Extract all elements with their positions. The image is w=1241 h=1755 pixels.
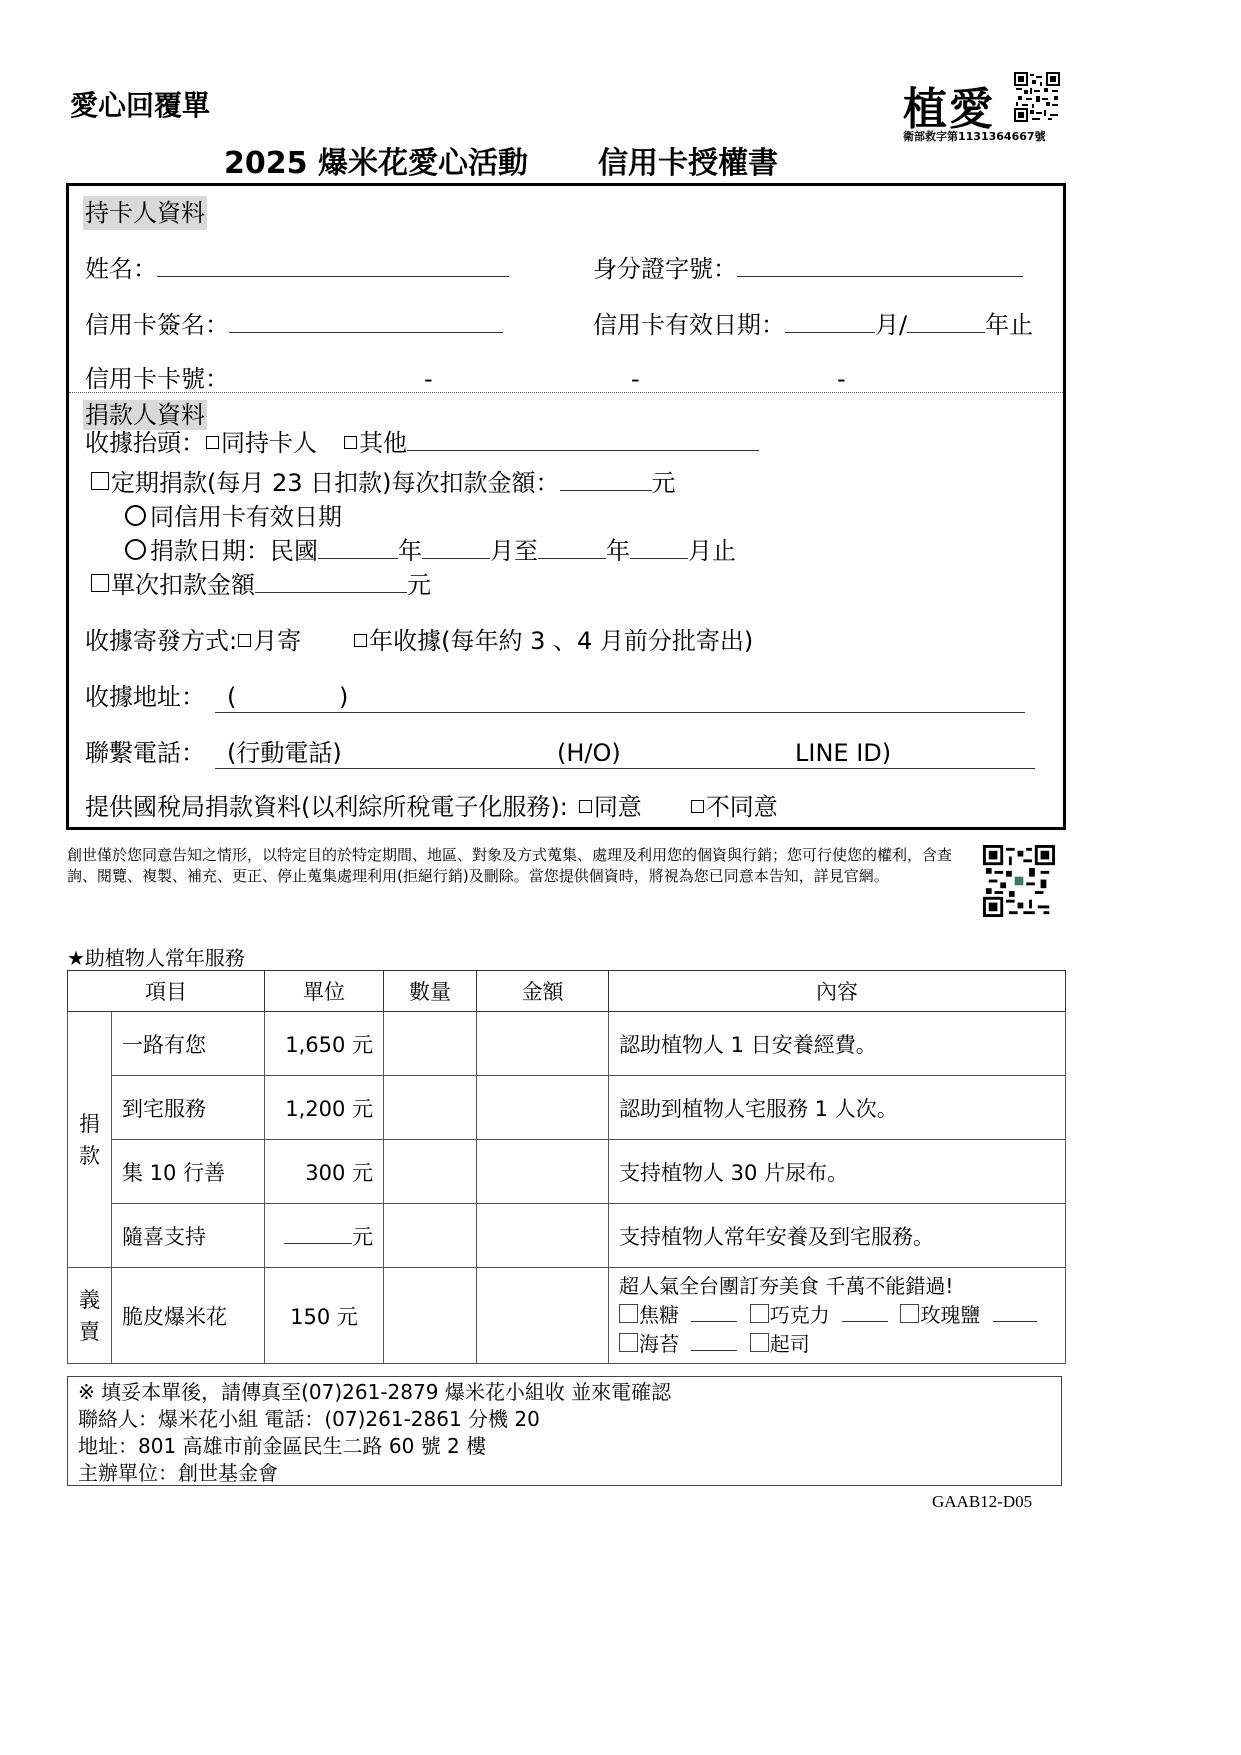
expiry-month-field[interactable] bbox=[785, 331, 875, 333]
mail-monthly-checkbox[interactable] bbox=[238, 634, 251, 647]
unit-price: 1,650 元 bbox=[265, 1012, 384, 1076]
unit-price: 元 bbox=[352, 1224, 373, 1249]
flavor-qty-chocolate[interactable] bbox=[842, 1320, 888, 1322]
single-donation-row bbox=[91, 568, 431, 602]
flavor-caramel: 焦糖 bbox=[639, 1303, 679, 1327]
services-table bbox=[67, 970, 1066, 1364]
address-label: 收據地址： bbox=[85, 683, 205, 711]
expiry-row bbox=[593, 308, 1033, 342]
name-row bbox=[85, 252, 509, 286]
quantity-cell[interactable] bbox=[384, 1268, 477, 1364]
single-amount-unit: 元 bbox=[407, 571, 431, 599]
card-number-label: 信用卡卡號： bbox=[85, 365, 229, 393]
address-row bbox=[85, 680, 205, 714]
item-content: 支持植物人常年安養及到宅服務。 bbox=[609, 1204, 1066, 1268]
signature-label: 信用卡簽名： bbox=[85, 311, 229, 339]
card-separator-2: - bbox=[631, 365, 640, 393]
unit-price: 300 元 bbox=[265, 1140, 384, 1204]
qr-code-icon bbox=[983, 844, 1055, 918]
id-field[interactable] bbox=[737, 275, 1023, 277]
item-name: 集 10 行善 bbox=[112, 1140, 265, 1204]
tax-agree-label: 同意 bbox=[593, 793, 642, 821]
flavor-qty-rose-salt[interactable] bbox=[993, 1320, 1037, 1322]
privacy-notice: 創世僅於您同意告知之情形，以特定目的於特定期間、地區、對象及方式蒐集、處理及利用您的個資與行銷；您可行使您的權利，含查詢、閱覽、複製、補充、更正、停止蒐集處理利用(拒絕行銷)及刪除。當您提供個資時，將視為您已同意本告知，詳見官網。 bbox=[67, 846, 953, 885]
name-label: 姓名： bbox=[85, 255, 157, 283]
mail-method-label: 收據寄發方式: bbox=[85, 627, 238, 655]
end-month-field[interactable] bbox=[630, 557, 688, 559]
flavor-row-2 bbox=[619, 1330, 1055, 1359]
contact-notice bbox=[67, 1376, 1062, 1486]
flavor-seaweed: 海苔 bbox=[639, 1332, 679, 1356]
flavor-qty-seaweed[interactable] bbox=[691, 1349, 737, 1351]
regular-donation-row bbox=[91, 466, 676, 500]
sale-headline: 超人氣全台團訂夯美食 千萬不能錯過! bbox=[619, 1274, 954, 1298]
flavor-checkbox-cheese[interactable] bbox=[750, 1333, 769, 1352]
receipt-same-checkbox[interactable] bbox=[206, 436, 219, 449]
tax-consent-label: 提供國稅局捐款資料(以利綜所稅電子化服務): bbox=[85, 793, 568, 821]
table-row bbox=[68, 1204, 1066, 1268]
logo: 植愛 bbox=[903, 84, 995, 135]
custom-amount-field[interactable] bbox=[284, 1242, 352, 1244]
amount-cell[interactable] bbox=[477, 1204, 609, 1268]
mobile-phone-label: (行動電話) bbox=[227, 739, 342, 767]
item-name: 一路有您 bbox=[112, 1012, 265, 1076]
expiry-label: 信用卡有效日期： bbox=[593, 311, 785, 339]
header-amount: 金額 bbox=[477, 971, 609, 1012]
unit-price: 1,200 元 bbox=[265, 1076, 384, 1140]
item-name: 到宅服務 bbox=[112, 1076, 265, 1140]
receipt-title-row bbox=[85, 426, 759, 460]
address-field[interactable] bbox=[215, 680, 1025, 713]
item-name: 隨喜支持 bbox=[112, 1204, 265, 1268]
quantity-cell[interactable] bbox=[384, 1012, 477, 1076]
receipt-other-field[interactable] bbox=[407, 449, 759, 451]
fax-instruction: ※ 填妥本單後，請傳真至(07)261-2879 爆米花小組收 並來電確認 bbox=[78, 1380, 672, 1404]
table-row bbox=[68, 1140, 1066, 1204]
phone-row bbox=[85, 736, 205, 770]
tax-agree-checkbox[interactable] bbox=[579, 800, 592, 813]
donation-period-radio[interactable] bbox=[125, 539, 146, 560]
table-row bbox=[68, 1012, 1066, 1076]
flavor-qty-caramel[interactable] bbox=[691, 1320, 737, 1322]
header-quantity: 數量 bbox=[384, 971, 477, 1012]
signature-field[interactable] bbox=[229, 331, 503, 333]
quantity-cell[interactable] bbox=[384, 1076, 477, 1140]
item-content: 認助到植物人宅服務 1 人次。 bbox=[609, 1076, 1066, 1140]
contact-address: 地址：801 高雄市前金區民生二路 60 號 2 樓 bbox=[78, 1434, 487, 1458]
id-label: 身分證字號： bbox=[593, 255, 737, 283]
regular-amount-unit: 元 bbox=[651, 469, 676, 497]
receipt-title-label: 收據抬頭： bbox=[85, 429, 205, 457]
receipt-other-label: 其他 bbox=[359, 429, 407, 457]
month-end-label: 月止 bbox=[688, 537, 736, 565]
signature-row bbox=[85, 308, 503, 342]
postal-code-open: ( bbox=[227, 683, 237, 711]
header-content: 內容 bbox=[609, 971, 1066, 1012]
flavor-row-1 bbox=[619, 1301, 1055, 1330]
mail-yearly-label: 年收據(每年約 3 、4 月前分批寄出) bbox=[369, 627, 754, 655]
amount-cell[interactable] bbox=[477, 1268, 609, 1364]
expiry-year-suffix: 年止 bbox=[985, 311, 1034, 339]
quantity-cell[interactable] bbox=[384, 1140, 477, 1204]
line-id-label: LINE ID) bbox=[795, 739, 892, 767]
card-separator-1: - bbox=[424, 365, 433, 393]
document-title: 信用卡授權書 bbox=[598, 146, 778, 181]
donation-group-label: 捐款 bbox=[68, 1012, 112, 1268]
start-year-unit: 年 bbox=[398, 537, 422, 565]
amount-cell[interactable] bbox=[477, 1140, 609, 1204]
flavor-rose-salt: 玫瑰鹽 bbox=[920, 1303, 981, 1327]
flavor-chocolate: 巧克力 bbox=[769, 1303, 830, 1327]
donation-period-label: 捐款日期：民國 bbox=[150, 537, 318, 565]
single-donation-checkbox[interactable] bbox=[91, 574, 109, 592]
tax-consent-row bbox=[85, 790, 778, 824]
postal-code-close: ) bbox=[339, 683, 349, 711]
item-content: 支持植物人 30 片尿布。 bbox=[609, 1140, 1066, 1204]
header-item: 項目 bbox=[68, 971, 265, 1012]
custom-amount-cell[interactable] bbox=[265, 1204, 384, 1268]
flavor-checkbox-chocolate[interactable] bbox=[750, 1304, 769, 1323]
phone-label: 聯繫電話： bbox=[85, 739, 205, 767]
unit-price: 150 元 bbox=[265, 1268, 384, 1364]
phone-field[interactable] bbox=[215, 736, 1035, 769]
table-header-row bbox=[68, 971, 1066, 1012]
flavor-checkbox-seaweed[interactable] bbox=[619, 1333, 638, 1352]
mail-method-row bbox=[85, 624, 753, 658]
mail-monthly-label: 月寄 bbox=[253, 627, 302, 655]
tax-disagree-label: 不同意 bbox=[705, 793, 778, 821]
expiry-year-field[interactable] bbox=[907, 331, 985, 333]
amount-cell[interactable] bbox=[477, 1076, 609, 1140]
end-year-field[interactable] bbox=[538, 557, 606, 559]
same-expiry-label: 同信用卡有效日期 bbox=[150, 503, 342, 531]
card-separator-3: - bbox=[837, 365, 846, 393]
tax-disagree-checkbox[interactable] bbox=[691, 800, 704, 813]
card-number-row bbox=[85, 362, 229, 396]
amount-cell[interactable] bbox=[477, 1012, 609, 1076]
contact-person: 聯絡人：爆米花小組 電話：(07)261-2861 分機 20 bbox=[78, 1407, 540, 1431]
start-month-field[interactable] bbox=[422, 557, 490, 559]
event-title: 2025 爆米花愛心活動 bbox=[224, 146, 528, 181]
regular-donation-checkbox[interactable] bbox=[91, 472, 109, 490]
same-expiry-radio[interactable] bbox=[125, 505, 146, 526]
item-name: 脆皮爆米花 bbox=[112, 1268, 265, 1364]
month-to-label: 月至 bbox=[490, 537, 538, 565]
regular-amount-field[interactable] bbox=[560, 489, 652, 491]
header-unit: 單位 bbox=[265, 971, 384, 1012]
flavor-cheese: 起司 bbox=[769, 1332, 810, 1356]
flavor-checkbox-caramel[interactable] bbox=[619, 1304, 638, 1323]
flavor-checkbox-rose-salt[interactable] bbox=[900, 1304, 919, 1323]
single-amount-field[interactable] bbox=[255, 591, 407, 593]
form-name: 愛心回覆單 bbox=[70, 89, 211, 122]
single-donation-label: 單次扣款金額 bbox=[111, 571, 255, 599]
name-field[interactable] bbox=[157, 275, 509, 277]
sale-group-label: 義賣 bbox=[68, 1268, 112, 1364]
cardholder-section-label: 持卡人資料 bbox=[83, 196, 207, 230]
mail-yearly-checkbox[interactable] bbox=[354, 634, 367, 647]
start-year-field[interactable] bbox=[318, 557, 398, 559]
item-content: 認助植物人 1 日安養經費。 bbox=[609, 1012, 1066, 1076]
same-expiry-row bbox=[125, 500, 342, 534]
quantity-cell[interactable] bbox=[384, 1204, 477, 1268]
donor-section-label: 捐款人資料 bbox=[85, 401, 205, 429]
regular-donation-label: 定期捐款(每月 23 日扣款)每次扣款金額： bbox=[111, 469, 560, 497]
id-row bbox=[593, 252, 1023, 286]
section-divider bbox=[69, 392, 1063, 393]
receipt-other-checkbox[interactable] bbox=[344, 436, 357, 449]
home-office-phone-label: (H/O) bbox=[557, 739, 621, 767]
table-row-sale bbox=[68, 1268, 1066, 1364]
table-row bbox=[68, 1076, 1066, 1140]
qr-code-icon bbox=[1014, 72, 1060, 122]
authorization-form bbox=[66, 183, 1066, 830]
organizer: 主辦單位：創世基金會 bbox=[78, 1461, 278, 1485]
expiry-month-suffix: 月/ bbox=[875, 311, 908, 339]
end-year-unit: 年 bbox=[606, 537, 630, 565]
form-code: GAAB12-D05 bbox=[932, 1492, 1033, 1511]
permit-number: 衛部救字第1131364667號 bbox=[903, 130, 1046, 143]
donation-period-row bbox=[125, 534, 736, 568]
receipt-same-label: 同持卡人 bbox=[221, 429, 317, 457]
services-title: ★助植物人常年服務 bbox=[67, 946, 245, 970]
sale-content bbox=[609, 1268, 1066, 1364]
